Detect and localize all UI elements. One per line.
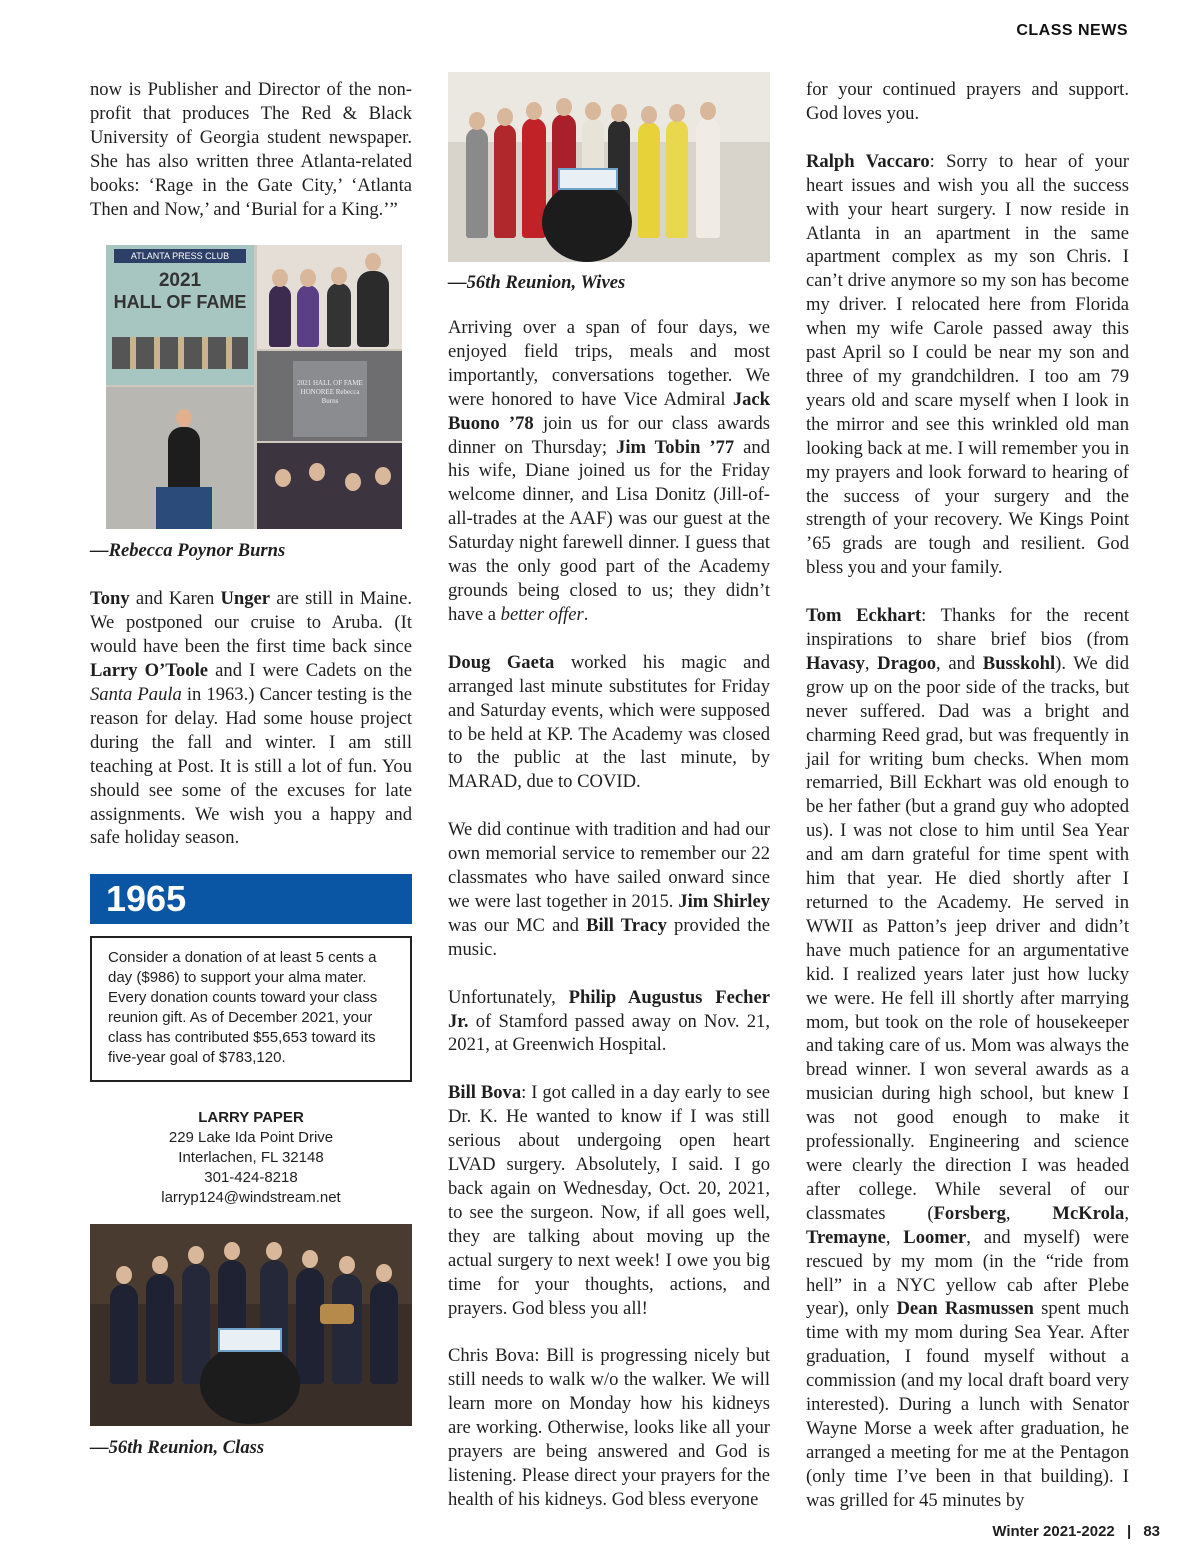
fecher-paragraph: Unfortunately, Philip Augustus Fecher Jr. of Stamford passed away on Nov. 21, 2021, at Greenwich Hospital.: [448, 986, 771, 1056]
donation-note: Consider a donation of at least 5 cents a day ($986) to support your alma mater. Every donation counts toward your class reunion gift. As of December 2021, your class has contributed $55,653 toward its five-year goal of $783,120.: [90, 936, 412, 1082]
intro-paragraph: now is Publisher and Director of the non-profit that produces The Red & Black University of Georgia student newspaper. She has also written three Atlanta-related books: ‘Rage in the Gate City,’ ‘Atlanta Then and Now,’ and ‘Burial for a King.’”: [90, 79, 412, 220]
footer-separator: |: [1126, 1523, 1132, 1540]
chris-bova-paragraph: Chris Bova: Bill is progressing nicely but still needs to walk w/o the walker. We will learn more on Monday how his kidneys are working. Otherwise, looks like all your prayers are being answered and God is listening. Please direct your prayers for the health of his kidneys. God bless everyone: [448, 1345, 770, 1510]
top-hat: [320, 1304, 354, 1324]
class-reunion-photo: [90, 1224, 412, 1426]
class-contact: [90, 1108, 412, 1208]
honorees-group: [257, 245, 402, 349]
contact-city: Interlachen, FL 32148: [178, 1149, 324, 1167]
photo1-caption: —Rebecca Poynor Burns: [90, 540, 286, 562]
vaccaro-paragraph: Ralph Vaccaro: Sorry to hear of your heart issues and wish you all the success with your heart surgery. I now reside in Atlanta in an apartment in the same apartment complex as my son Chris. I can’t drive anymore so my son has become my driver. I relocated here from Florida when my wife Carole passed away this past April so I could be near my son and three of my grandchildren. I too am 79 years old and scare myself when I look in the mirror and see this wrinkled old man looking back at me. I will remember you in my prayers and look forward to hearing of the success of your surgery and the strength of your recovery. We Kings Point ’65 grads are tough and resilient. God bless you and your family.: [806, 150, 1129, 579]
page-footer: [992, 1523, 1160, 1540]
class-year-banner: 1965: [90, 874, 412, 924]
contact-email[interactable]: larryp124@windstream.net: [161, 1189, 341, 1207]
eckhart-paragraph: Tom Eckhart: Thanks for the recent inspirations to share brief bios (from Havasy, Dragoo, and Busskohl). We did grow up on the poor side of the tracks, but never suffered. Dad was a bright and charming Reed grad, but was frequently in jail for writing bum checks. When mom remarried, Bill Eckhart was old enough to be her father (but a grand guy who adopted us). I was not close to him until Sea Year and am darn grateful for time spent with him that year. He died shortly after I returned to the Academy. He served in WWII as Patton’s jeep driver and didn’t have much patience for an argumentative kid. I realized years later just how lucky we were. He fell ill shortly after marrying mom, but took on the role of housekeeper and taking care of us. Mom was always the bread winner. I won several awards as a musician during high school, but knew I was not good enough to make it professionally. Engineering and science were clearly the direction I was headed after college. While several of our classmates (Forsberg, McKrola, Tremayne, Loomer, and myself) were rescued by my mom (in the “ride from hell” in a NYC yellow cab after Plebe year), only Dean Rasmussen spent much time with my mom during Sea Year. After graduation, I found myself without a commission (and my local draft board very interested). During a lunch with Senator Wayne Morse a week after graduation, he arranged a meeting for me at the Pentagon (only time I’ve been in that building). I was grilled for 45 minutes by: [806, 605, 1130, 1511]
portrait-strip: [112, 337, 248, 369]
column-3: [806, 78, 1129, 1537]
column-2: [448, 316, 770, 1536]
award-text: 2021 HALL OF FAME HONOREE Rebecca Burns: [293, 361, 367, 437]
table-photo: [257, 443, 402, 529]
contact-name: LARRY PAPER: [198, 1109, 304, 1127]
award-plaque: [257, 351, 402, 441]
issue-label: Winter 2021-2022: [992, 1523, 1115, 1540]
banner-year: 2021: [158, 270, 202, 292]
bova-paragraph: Bill Bova: I got called in a day early to see Dr. K. He wanted to know if I was still serious about undergoing open heart LVAD surgery. Absolutely, I said. I go back again on Wednesday, Oct. 20, 2021, to see the surgeon. Now, if all goes well, they are talking about moving up the actual surgery to next week! I owe you big time for your thoughts, actions, and prayers. God bless you all!: [448, 1082, 770, 1319]
section-header: CLASS NEWS: [1016, 22, 1128, 39]
arrival-paragraph: Arriving over a span of four days, we enjoyed field trips, meals and most importantly, conversations together. We were honored to have Vice Admiral Jack Buono ’78 join us for our class awards dinner on Thursday; Jim Tobin ’77 and his wife, Diane joined us for the Friday welcome dinner, and Lisa Donitz (Jill-of-all-trades at the AAF) was our guest at the Saturday night farewell dinner. I guess that was the only good part of the Academy grounds being closed to us; they didn’t have a better offer.: [448, 317, 770, 625]
banner-panel: [106, 245, 254, 385]
banner-org: ATLANTA PRESS CLUB: [114, 249, 246, 263]
photo2-caption: —56th Reunion, Class: [90, 1437, 265, 1459]
wives-reunion-photo: [448, 72, 770, 262]
contact-street: 229 Lake Ida Point Drive: [168, 1129, 334, 1147]
continued-paragraph: for your continued prayers and support. God loves you.: [806, 79, 1129, 124]
page-number: 83: [1143, 1523, 1160, 1540]
memorial-paragraph: We did continue with tradition and had our own memorial service to remember our 22 classmates who have sailed onward since we were last together in 2015. Jim Shirley was our MC and Bill Tracy provided the music.: [448, 819, 771, 960]
unger-paragraph: Tony and Karen Unger are still in Maine. We postponed our cruise to Aruba. (It would have been the first time back since Larry O’Toole and I were Cadets on the Santa Paula in 1963.) Cancer testing is the reason for delay. Had some house project during the fall and winter. I am still teaching at Post. It is still a lot of fun. You should see some of the excuses for late assignments. We wish you a happy and safe holiday season.: [90, 588, 412, 849]
banner-title: HALL OF FAME: [113, 292, 247, 313]
hall-of-fame-photo: [106, 245, 402, 529]
contact-phone: 301-424-8218: [204, 1169, 298, 1187]
column-1: [90, 78, 412, 1484]
wives-photo-caption: —56th Reunion, Wives: [448, 272, 626, 293]
podium-photo: [106, 387, 254, 529]
gaeta-paragraph: Doug Gaeta worked his magic and arranged last minute substitutes for Friday and Saturday events, which were supposed to be held at KP. The Academy was closed to the public at the last minute, by MARAD, due to COVID.: [448, 651, 770, 793]
